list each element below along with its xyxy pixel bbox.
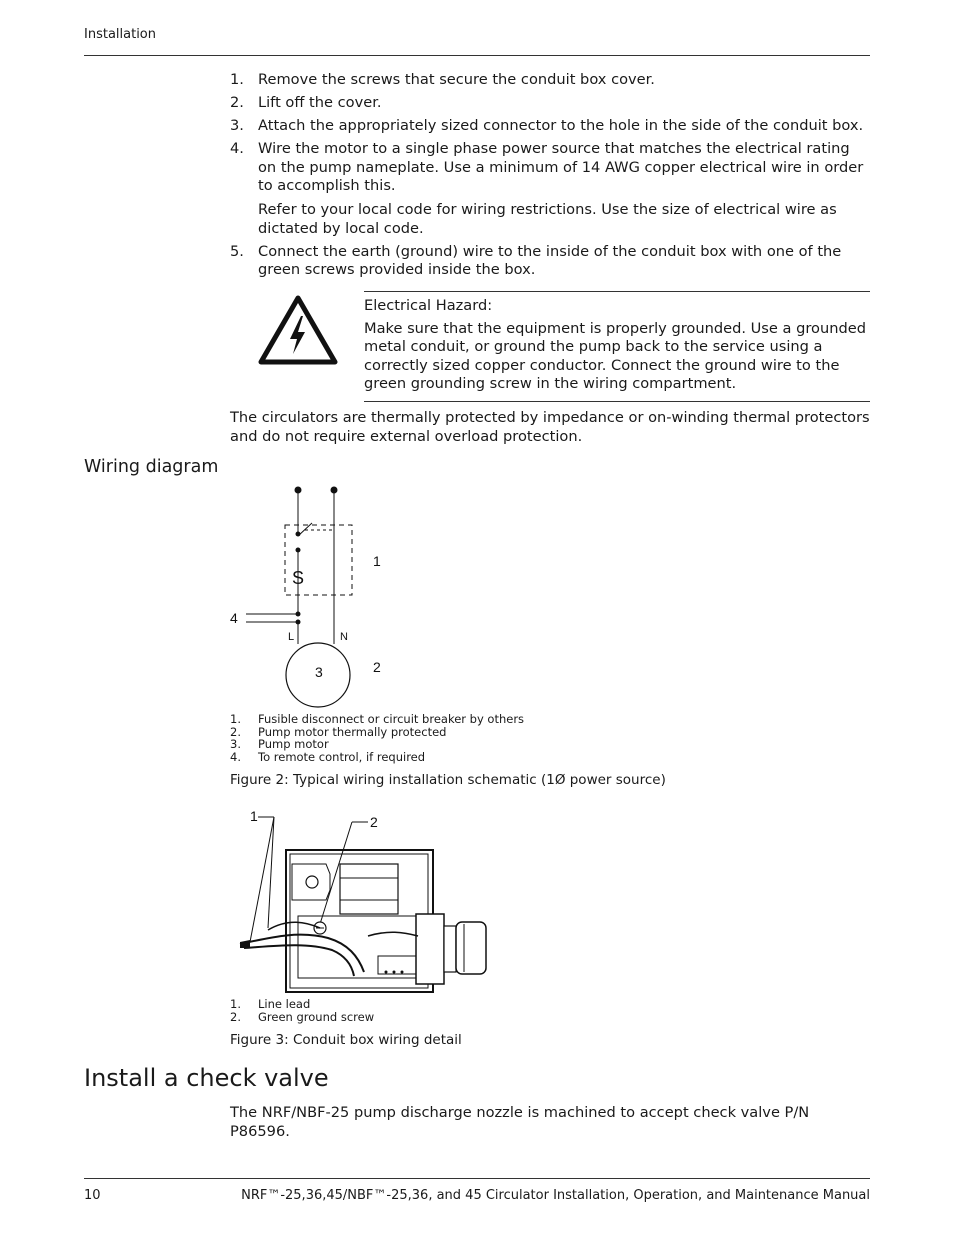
- list-item: [230, 751, 524, 764]
- legend-number: 2.: [230, 1009, 241, 1024]
- callout-3: 3: [315, 664, 323, 680]
- callout-2: 2: [373, 659, 381, 675]
- step-text: Remove the screws that secure the conduit box cover.: [258, 71, 655, 88]
- list-item: [230, 94, 870, 113]
- step-number: 1.: [230, 71, 244, 88]
- step-text: Wire the motor to a single phase power source that matches the electrical rating on the pump nameplate. Use a minimum of 14 AWG copper electrical wire in order to accomplish this.: [258, 140, 864, 195]
- wiring-schematic: [228, 478, 408, 710]
- callout-1: 1: [373, 553, 381, 569]
- figure2-caption: Figure 2: Typical wiring installation schematic (1Ø power source): [230, 772, 666, 788]
- figure3-legend: [230, 998, 374, 1023]
- step-text: Attach the appropriately sized connector to the hole in the side of the conduit box.: [258, 117, 864, 135]
- list-item: [230, 243, 870, 280]
- wiring-diagram-heading: Wiring diagram: [84, 457, 219, 477]
- step-number: 4.: [230, 140, 244, 158]
- callout-4: 4: [230, 610, 238, 626]
- line-label: L: [288, 631, 295, 643]
- step-number: 5.: [230, 242, 244, 260]
- footer-title: NRF™-25,36,45/NBF™-25,36, and 45 Circulator Installation, Operation, and Maintenance Manual: [241, 1188, 870, 1203]
- legend-number: 1.: [230, 997, 241, 1011]
- legend-number: 1.: [230, 712, 241, 726]
- list-item: [230, 140, 870, 238]
- legend-text: To remote control, if required: [258, 749, 426, 764]
- check-valve-heading: Install a check valve: [84, 1064, 329, 1092]
- legend-number: 3.: [230, 737, 241, 752]
- thermal-protection-text: The circulators are thermally protected by impedance or on-winding thermal protectors and do not require external overload protection.: [230, 409, 870, 445]
- switch-label: S: [292, 568, 305, 588]
- step-text: Lift off the cover.: [258, 94, 382, 112]
- hazard-notice: [364, 291, 870, 402]
- figure3-caption: Figure 3: Conduit box wiring detail: [230, 1032, 462, 1048]
- step-number: 3.: [230, 117, 244, 135]
- list-item: [230, 71, 870, 90]
- legend-number: 2.: [230, 724, 241, 739]
- conduit-box-drawing: [228, 806, 498, 996]
- page-number: 10: [84, 1188, 101, 1203]
- installation-steps: [230, 71, 870, 284]
- legend-text: Fusible disconnect or circuit breaker by others: [258, 712, 525, 726]
- step-number: 2.: [230, 94, 244, 112]
- electrical-hazard-icon: [258, 294, 338, 366]
- legend-text: Green ground screw: [258, 1009, 375, 1024]
- list-item: [230, 117, 870, 136]
- legend-number: 4.: [230, 749, 241, 764]
- step-text: Connect the earth (ground) wire to the inside of the conduit box with one of the green screws provided inside the box.: [258, 242, 842, 279]
- hazard-text: Make sure that the equipment is properly grounded. Use a grounded metal conduit, or ground the pump back to the service using a correctly sized copper conductor. Connect the ground wire to the green grounding screw in the wiring compartment.: [364, 319, 866, 393]
- callout-2: 2: [370, 814, 378, 830]
- footer-rule: [84, 1178, 870, 1179]
- figure2-legend: [230, 713, 524, 763]
- legend-text: Pump motor thermally protected: [258, 724, 447, 739]
- callout-1: 1: [250, 808, 258, 824]
- list-item: [230, 1011, 374, 1024]
- running-header: Installation: [84, 27, 157, 42]
- hazard-title: Electrical Hazard:: [364, 297, 493, 314]
- check-valve-text: The NRF/NBF-25 pump discharge nozzle is machined to accept check valve P/N P86596.: [230, 1104, 810, 1140]
- step-note: Refer to your local code for wiring restrictions. Use the size of electrical wire as dictated by local code.: [258, 201, 837, 237]
- legend-text: Pump motor: [258, 737, 329, 752]
- legend-text: Line lead: [258, 997, 311, 1011]
- header-rule: [84, 55, 870, 56]
- neutral-label: N: [340, 631, 348, 643]
